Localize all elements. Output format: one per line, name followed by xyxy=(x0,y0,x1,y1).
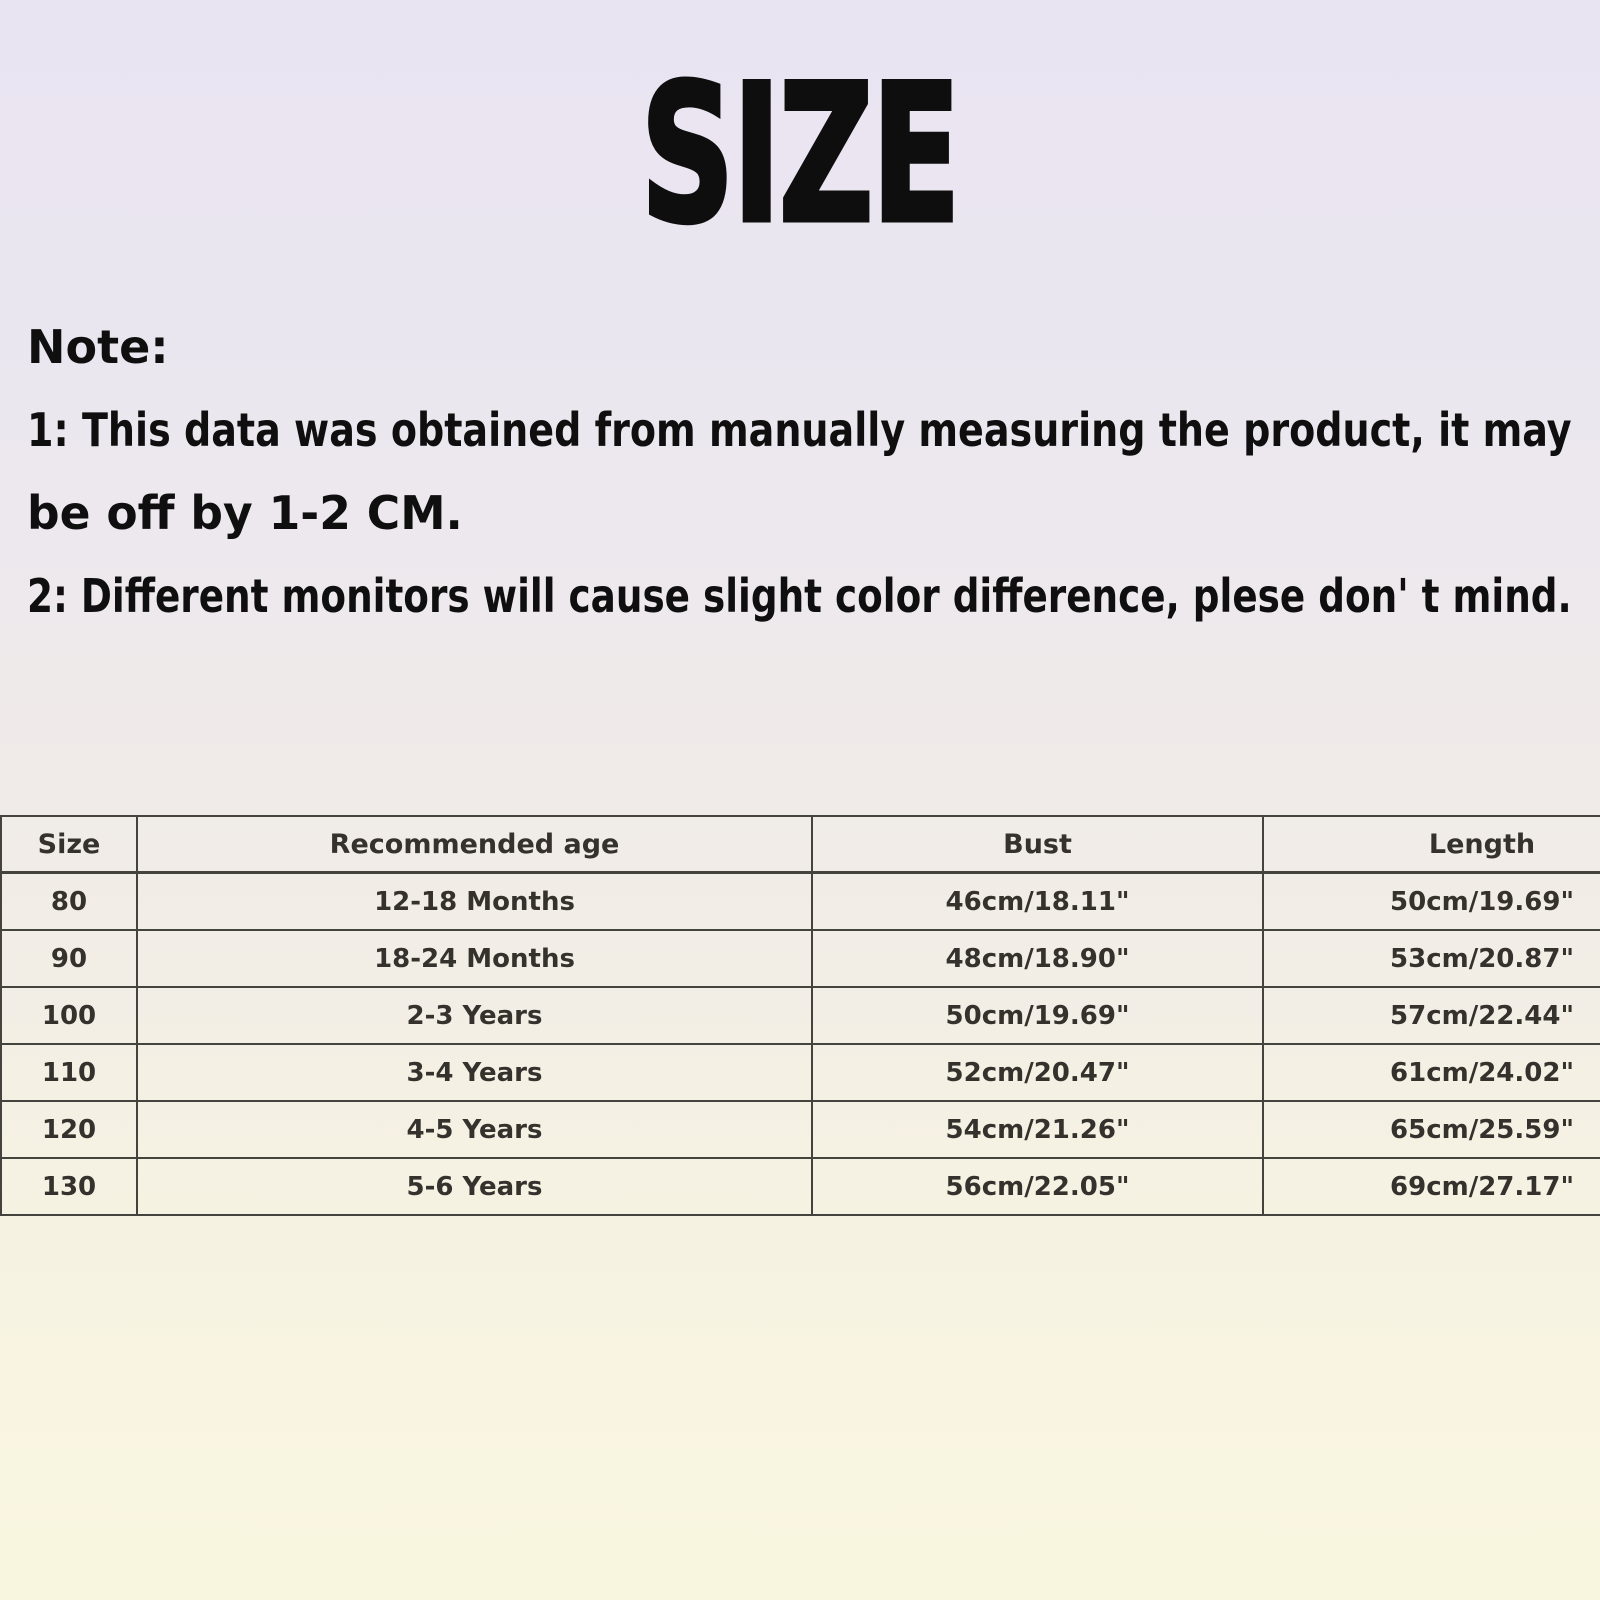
col-header-recommended-age: Recommended age xyxy=(137,816,812,873)
table-cell: 48cm/18.90" xyxy=(812,930,1263,987)
table-row xyxy=(1,1158,1600,1215)
table-cell: 2-3 Years xyxy=(137,987,812,1044)
table-cell: 4-5 Years xyxy=(137,1101,812,1158)
table-cell: 50cm/19.69" xyxy=(812,987,1263,1044)
table-cell: 80 xyxy=(1,873,137,931)
table-row xyxy=(1,1044,1600,1101)
table-header-row xyxy=(1,816,1600,873)
table-cell: 90 xyxy=(1,930,137,987)
table-cell: 50cm/19.69" xyxy=(1263,873,1600,931)
col-header-bust: Bust xyxy=(812,816,1263,873)
table-cell: 130 xyxy=(1,1158,137,1215)
note-section xyxy=(27,320,1587,623)
table-cell: 46cm/18.11" xyxy=(812,873,1263,931)
table-cell: 57cm/22.44" xyxy=(1263,987,1600,1044)
table-cell: 120 xyxy=(1,1101,137,1158)
table-cell: 52cm/20.47" xyxy=(812,1044,1263,1101)
table-row xyxy=(1,873,1600,931)
table-cell: 61cm/24.02" xyxy=(1263,1044,1600,1101)
table-cell: 12-18 Months xyxy=(137,873,812,931)
size-table-wrapper xyxy=(0,815,1600,1216)
col-header-length: Length xyxy=(1263,816,1600,873)
table-cell: 65cm/25.59" xyxy=(1263,1101,1600,1158)
table-cell: 18-24 Months xyxy=(137,930,812,987)
table-cell: 3-4 Years xyxy=(137,1044,812,1101)
table-cell: 100 xyxy=(1,987,137,1044)
table-cell: 54cm/21.26" xyxy=(812,1101,1263,1158)
table-row xyxy=(1,987,1600,1044)
title-row xyxy=(0,44,1600,265)
note-heading: Note: xyxy=(27,320,169,374)
table-row xyxy=(1,1101,1600,1158)
note-line-1a: 1: This data was obtained from manually measuring the product, it may xyxy=(27,403,1572,457)
note-line-2: 2: Different monitors will cause slight color difference, plese don' t mind. xyxy=(27,569,1572,623)
table-cell: 110 xyxy=(1,1044,137,1101)
table-row xyxy=(1,930,1600,987)
table-cell: 5-6 Years xyxy=(137,1158,812,1215)
page-title: SIZE xyxy=(640,44,960,265)
note-line-1b: be off by 1-2 CM. xyxy=(27,486,463,540)
size-table xyxy=(0,815,1600,1216)
table-cell: 69cm/27.17" xyxy=(1263,1158,1600,1215)
table-cell: 56cm/22.05" xyxy=(812,1158,1263,1215)
table-cell: 53cm/20.87" xyxy=(1263,930,1600,987)
col-header-size: Size xyxy=(1,816,137,873)
size-table-body xyxy=(1,873,1600,1216)
